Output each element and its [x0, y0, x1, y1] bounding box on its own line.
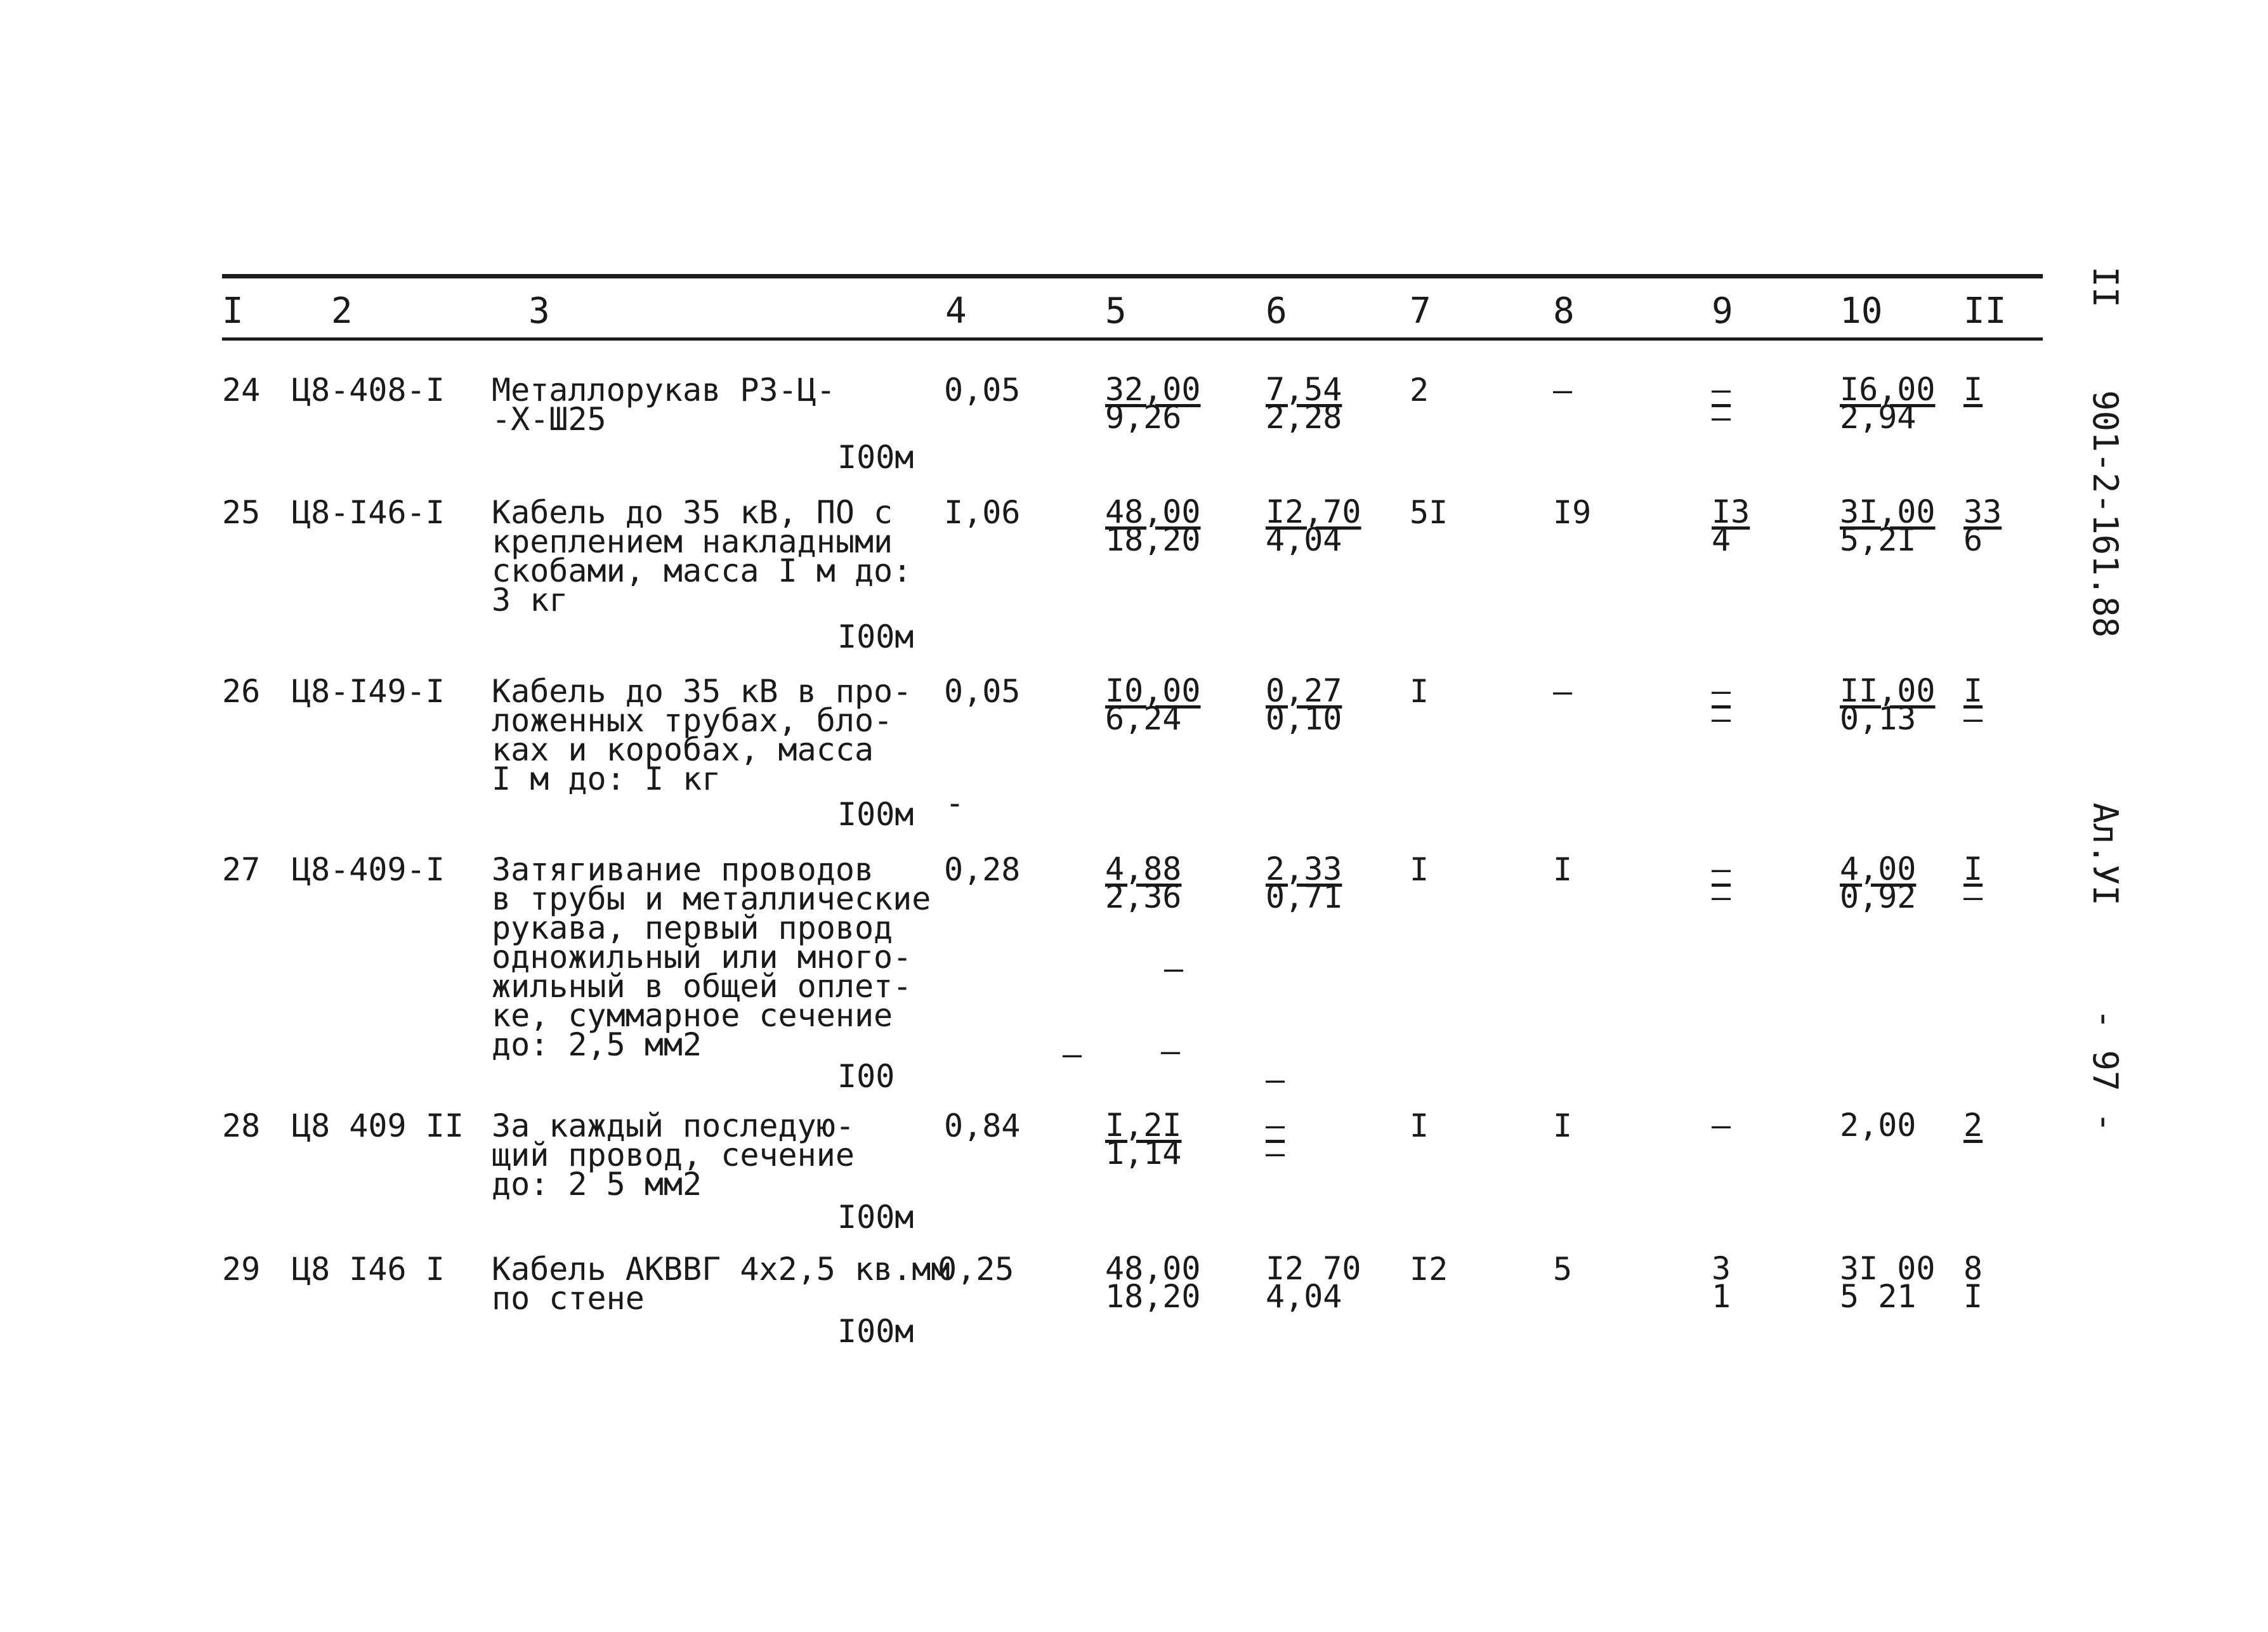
row-quantity: I,06	[944, 494, 1021, 531]
dash-mark: –	[1266, 1061, 1285, 1098]
row-cost-5: $\frac{4,88}{2,36}$	[1105, 851, 1182, 915]
side-sheet: II	[2085, 266, 2125, 308]
row-cost-5: $\frac{32,00}{9,26}$	[1105, 371, 1201, 436]
row-cost-5: $\frac{48,00}{18,20}$	[1105, 493, 1201, 558]
header-col-2: 2	[331, 290, 353, 332]
row-col-7: 2	[1410, 372, 1429, 408]
row-description: Кабель АКВВГ 4х2,5 кв.мм по стене	[492, 1251, 950, 1317]
row-col-9: – –	[1712, 371, 1731, 436]
row-col-7: I2	[1410, 1251, 1448, 1288]
row-unit: I00м	[837, 1313, 914, 1350]
row-code: Ц8 I46 I	[292, 1251, 445, 1288]
header-col-9: 9	[1712, 290, 1733, 332]
side-page: - 97 -	[2085, 1009, 2125, 1133]
dash-mark: -	[945, 785, 965, 821]
header-col-10: 10	[1840, 290, 1883, 332]
row-quantity: 0,28	[944, 851, 1021, 888]
top-rule	[222, 274, 2043, 278]
side-margin-text	[2086, 266, 2124, 1133]
row-col-8: 5	[1553, 1251, 1573, 1288]
row-description: Затягивание проводов в трубы и металлические рукава, первый провод одножильный или много- жильный в общей оплет- ке, суммарное сечение до: 2,5 мм2	[492, 851, 931, 1063]
row-unit: I00м	[837, 1199, 914, 1236]
row-col-11: $\frac{33}{6}$	[1963, 493, 2002, 558]
row-quantity: 0,05	[944, 673, 1021, 710]
row-number: 28	[222, 1107, 261, 1144]
row-description: За каждый последую- щий провод, сечение до: 2 5 мм2	[492, 1107, 855, 1203]
header-rule	[222, 337, 2043, 341]
row-quantity: 0,05	[944, 372, 1021, 408]
row-unit: I00м	[837, 796, 914, 833]
row-number: 25	[222, 494, 261, 531]
row-col-8: I	[1553, 1107, 1573, 1144]
row-col-7: 5I	[1410, 494, 1448, 531]
row-col-10: $\frac{4,00}{0,92}$	[1840, 851, 1917, 915]
row-col-10: $\frac{I6,00}{2,94}$	[1840, 371, 1936, 436]
row-col-9: – –	[1712, 672, 1731, 737]
row-col-11: I	[1963, 371, 1983, 408]
header-col-8: 8	[1553, 290, 1575, 332]
row-code: Ц8-I46-I	[292, 494, 445, 531]
row-code: Ц8-I49-I	[292, 673, 445, 710]
header-col-3: 3	[528, 290, 550, 332]
row-col-11: I –	[1963, 851, 1983, 915]
side-margin-label	[2080, 266, 2130, 1133]
row-description: Кабель до 35 кВ в про- ложенных трубах, бло- ках и коробах, масса I м до: I кг	[492, 673, 912, 797]
row-col-11: I –	[1963, 672, 1983, 737]
header-col-6: 6	[1266, 290, 1287, 332]
row-cost-5: 48,00 18,20	[1105, 1250, 1201, 1315]
row-code: Ц8 409 II	[292, 1107, 464, 1144]
dash-mark: –	[1164, 950, 1184, 987]
row-unit: I00	[837, 1058, 895, 1095]
row-number: 24	[222, 372, 261, 408]
row-code: Ц8-409-I	[292, 851, 445, 888]
side-doc-number: 901-2-161.88	[2085, 390, 2125, 638]
row-code: Ц8-408-I	[292, 372, 445, 408]
row-col-8: I	[1553, 851, 1573, 888]
row-col-9: $\frac{I3}{4}$	[1712, 493, 1750, 558]
row-cost-6: $\frac{0,27}{0,10}$	[1266, 672, 1342, 737]
row-number: 29	[222, 1251, 261, 1288]
row-col-8: I9	[1553, 494, 1592, 531]
header-col-5: 5	[1105, 290, 1127, 332]
row-col-8: –	[1553, 673, 1573, 710]
row-cost-5: $\frac{I,2I}{1,14}$	[1105, 1107, 1182, 1172]
row-col-7: I	[1410, 1107, 1429, 1144]
header-col-11: II	[1963, 290, 2007, 332]
row-unit: I00м	[837, 618, 914, 655]
row-quantity: 0,25	[938, 1251, 1014, 1288]
row-col-11: 2	[1963, 1107, 1983, 1144]
header-col-7: 7	[1410, 290, 1431, 332]
row-col-10: $\frac{3I,00}{5,2I}$	[1840, 493, 1936, 558]
row-quantity: 0,84	[944, 1107, 1021, 1144]
dash-mark: –	[1161, 1033, 1181, 1069]
row-col-7: I	[1410, 673, 1429, 710]
row-col-11: 8 I	[1963, 1250, 1983, 1315]
row-col-10: 2,00	[1840, 1107, 1917, 1144]
row-cost-6: I2 70 4,04	[1266, 1250, 1361, 1315]
row-description: Кабель до 35 кВ, ПО с креплением накладными скобами, масса I м до: 3 кг	[492, 494, 912, 618]
row-col-7: I	[1410, 851, 1429, 888]
side-album: Ал.УI	[2085, 802, 2125, 906]
row-cost-6: $\frac{7,54}{2,28}$	[1266, 371, 1342, 436]
row-cost-6: $\frac{2,33}{0,71}$	[1266, 851, 1342, 915]
row-col-9: – –	[1712, 851, 1731, 915]
row-col-9: 3 1	[1712, 1250, 1731, 1315]
row-col-9: –	[1712, 1107, 1731, 1144]
row-col-10: $\frac{II,00}{0,13}$	[1840, 672, 1936, 737]
dash-mark: –	[1063, 1036, 1082, 1073]
header-col-1: I	[222, 290, 244, 332]
row-col-10: 3I 00 5 21	[1840, 1250, 1936, 1315]
row-number: 26	[222, 673, 261, 710]
row-description: Металлорукав РЗ-Ц- -Х-Ш25	[492, 372, 836, 438]
row-cost-6: – –	[1266, 1107, 1285, 1172]
row-cost-6: $\frac{I2,70}{4,04}$	[1266, 493, 1361, 558]
row-cost-5: $\frac{I0,00}{6,24}$	[1105, 672, 1201, 737]
row-col-8: –	[1553, 372, 1573, 408]
row-unit: I00м	[837, 439, 914, 476]
header-col-4: 4	[945, 290, 967, 332]
row-number: 27	[222, 851, 261, 888]
